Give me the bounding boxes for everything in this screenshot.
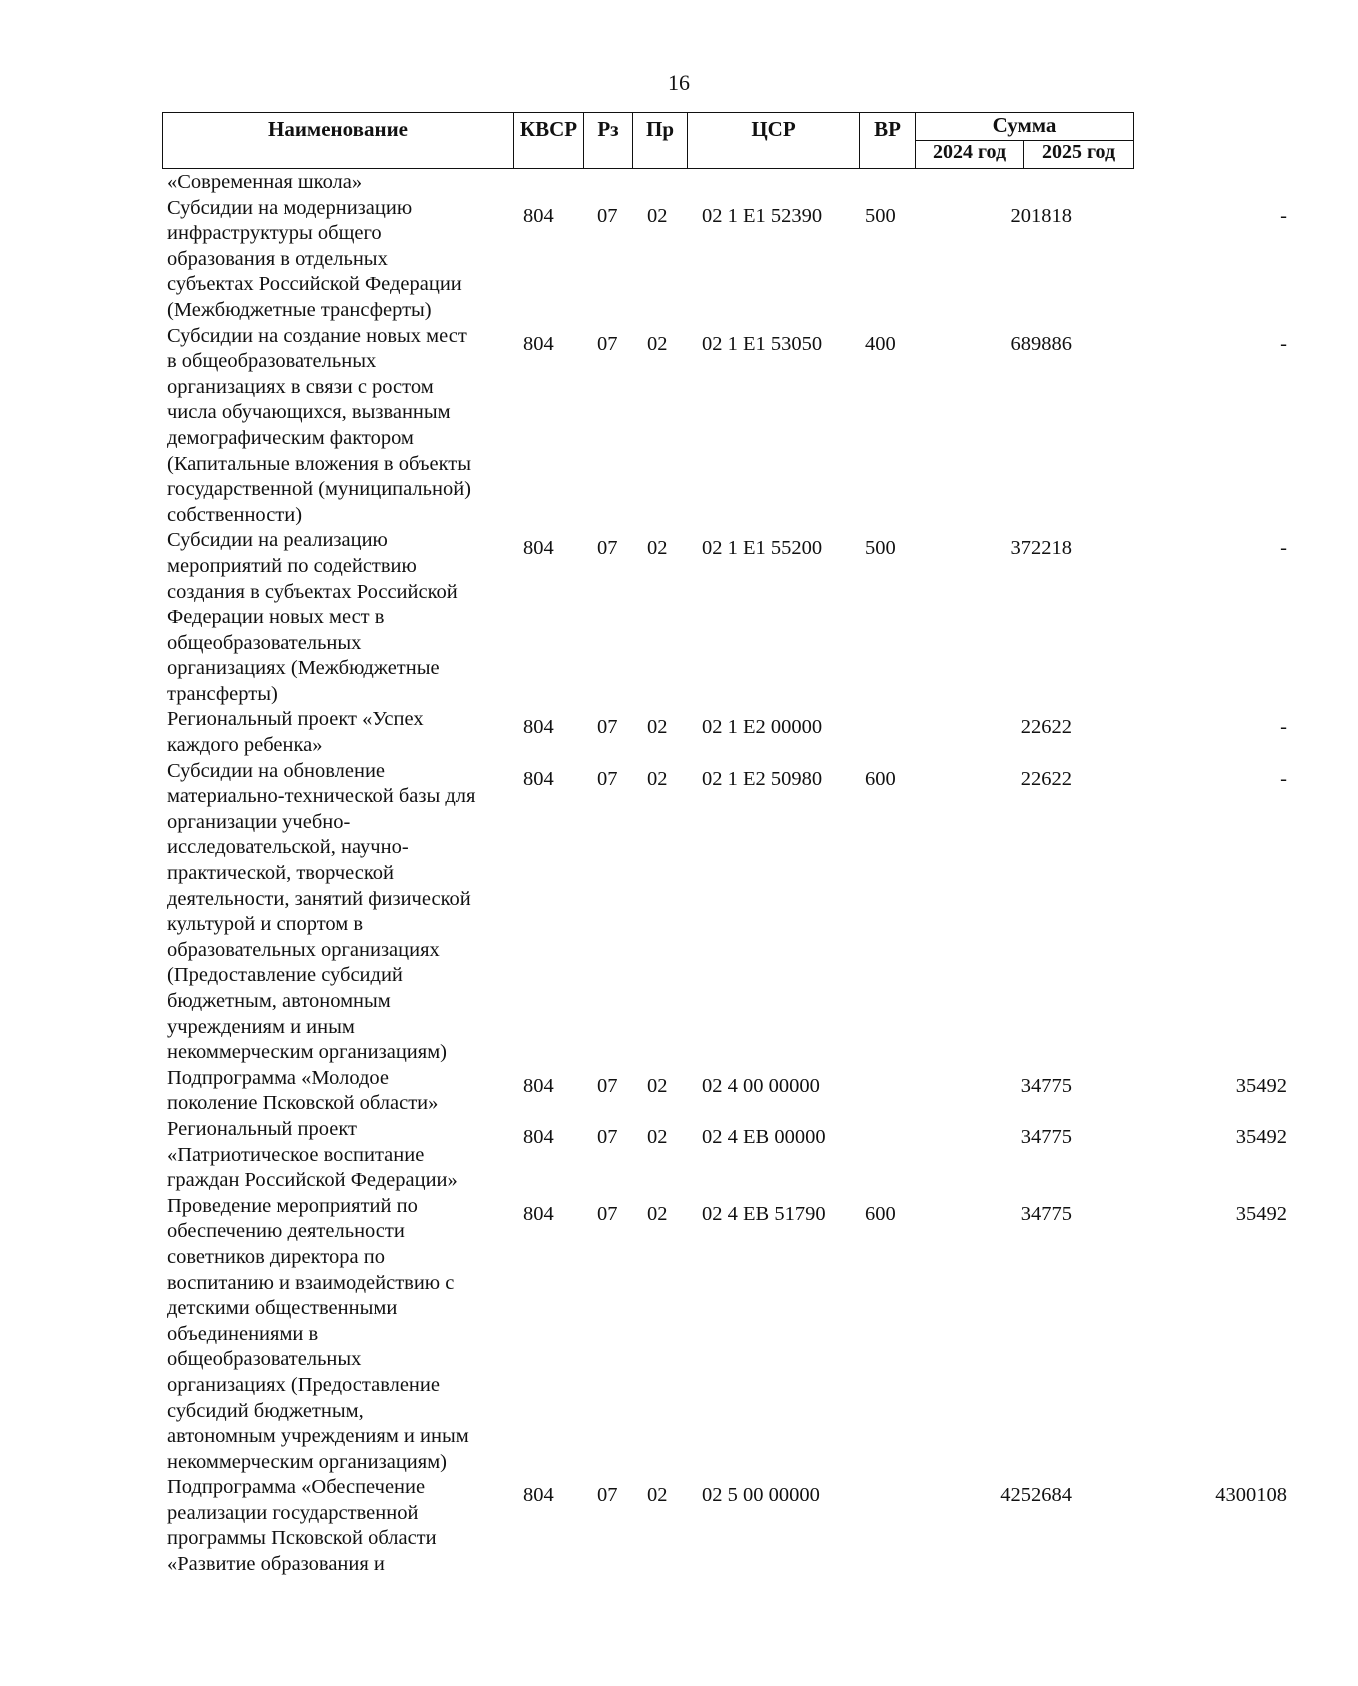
row-name: Субсидии на модернизацию инфраструктуры общего образования в отдельных субъектах Российской Федерации (Межбюджетные трансферты): [167, 196, 462, 321]
row-sum-2024: 34775: [1020, 1125, 1072, 1148]
row-name: Региональный проект «Успех каждого ребенка»: [167, 708, 424, 757]
row-kvsr: 804: [523, 204, 554, 227]
row-kvsr: 804: [523, 716, 554, 739]
row-kvsr: 804: [523, 767, 554, 790]
row-sum-2025: 4300108: [1215, 1484, 1287, 1507]
table-row: [162, 324, 1287, 529]
header-year-2024: 2024 год: [916, 141, 1024, 169]
row-kvsr: 804: [523, 332, 554, 355]
row-kvsr: 804: [523, 1484, 554, 1507]
row-rz: 07: [597, 1074, 618, 1097]
row-pr: 02: [647, 1202, 668, 1225]
row-vr: 500: [865, 204, 896, 227]
row-name: Субсидии на создание новых мест в общеобразовательных организациях в связи с ростом числа обучающихся, вызванным демографическим фактором (Капитальные вложения в объекты государственной (муниципальной) собственности): [167, 324, 472, 526]
row-pr: 02: [647, 332, 668, 355]
row-sum-2025: -: [1280, 537, 1287, 560]
header-sum: Сумма: [916, 113, 1134, 141]
row-sum-2025: -: [1280, 332, 1287, 355]
row-rz: 07: [597, 1125, 618, 1148]
table-row: [162, 707, 1287, 758]
table-body: [162, 170, 1287, 1578]
table-row: [162, 1475, 1287, 1577]
row-sum-2025: -: [1280, 767, 1287, 790]
header-csr: ЦСР: [688, 113, 860, 169]
table-row: [162, 759, 1287, 1066]
row-csr: 02 1 E1 52390: [702, 204, 823, 227]
page-number: 16: [668, 70, 690, 95]
row-rz: 07: [597, 204, 618, 227]
header-name: Наименование: [163, 113, 514, 169]
row-csr: 02 4 00 00000: [702, 1074, 820, 1097]
row-pr: 02: [647, 1074, 668, 1097]
row-kvsr: 804: [523, 1202, 554, 1225]
table-row: [162, 170, 1142, 196]
row-sum-2024: 372218: [1010, 537, 1072, 560]
row-sum-2025: -: [1280, 716, 1287, 739]
row-sum-2024: 689886: [1010, 332, 1072, 355]
row-vr: 600: [865, 1202, 896, 1225]
row-pr: 02: [647, 1484, 668, 1507]
row-sum-2024: 201818: [1010, 204, 1072, 227]
row-rz: 07: [597, 1202, 618, 1225]
row-csr: 02 4 EB 51790: [702, 1202, 826, 1225]
row-sum-2025: 35492: [1235, 1202, 1287, 1225]
row-kvsr: 804: [523, 537, 554, 560]
row-csr: 02 4 EB 00000: [702, 1125, 826, 1148]
row-pr: 02: [647, 204, 668, 227]
header-vr: ВР: [860, 113, 916, 169]
row-rz: 07: [597, 537, 618, 560]
row-sum-2024: 34775: [1020, 1074, 1072, 1097]
row-name: Региональный проект «Патриотическое воспитание граждан Российской Федерации»: [167, 1117, 458, 1192]
table-row: [162, 196, 1287, 324]
row-rz: 07: [597, 332, 618, 355]
row-kvsr: 804: [523, 1074, 554, 1097]
row-csr: 02 1 E1 53050: [702, 332, 823, 355]
row-csr: 02 5 00 00000: [702, 1484, 820, 1507]
row-name: Субсидии на реализацию мероприятий по содействию создания в субъектах Российской Федерации новых мест в общеобразовательных организациях (Межбюджетные трансферты): [167, 529, 458, 705]
row-name: Подпрограмма «Молодое поколение Псковской области»: [167, 1066, 439, 1115]
table-row: [162, 528, 1287, 707]
header-rz: Рз: [584, 113, 633, 169]
row-csr: 02 1 E1 55200: [702, 537, 823, 560]
row-sum-2025: -: [1280, 204, 1287, 227]
row-sum-2025: 35492: [1235, 1074, 1287, 1097]
table-row: [162, 1117, 1287, 1194]
row-kvsr: 804: [523, 1125, 554, 1148]
row-sum-2025: 35492: [1235, 1125, 1287, 1148]
row-vr: 500: [865, 537, 896, 560]
row-name: Проведение мероприятий по обеспечению деятельности советников директора по воспитанию и взаимодействию с детскими общественными объединениями в общеобразовательных организациях (Предоставление субсидий бюджетным, автономным учреждениям и иным некоммерческим организациям): [167, 1194, 469, 1473]
table-row: [162, 1194, 1287, 1476]
row-sum-2024: 4252684: [1000, 1484, 1072, 1507]
row-sum-2024: 34775: [1020, 1202, 1072, 1225]
row-vr: 400: [865, 332, 896, 355]
row-pr: 02: [647, 716, 668, 739]
row-vr: 600: [865, 767, 896, 790]
table-row: [162, 1066, 1287, 1117]
row-name: Субсидии на обновление материально-технической базы для организации учебно- исследовательской, научно- практической, творческой деятельности, занятий физической культурой и спортом в образовательных организациях (Предоставление субсидий бюджетным, автономным учреждениям и иным некоммерческим организациям): [167, 759, 476, 1064]
row-sum-2024: 22622: [1020, 767, 1072, 790]
row-rz: 07: [597, 1484, 618, 1507]
row-pr: 02: [647, 1125, 668, 1148]
row-sum-2024: 22622: [1020, 716, 1072, 739]
row-name: Подпрограмма «Обеспечение реализации государственной программы Псковской области «Развитие образования и: [167, 1476, 437, 1576]
row-pr: 02: [647, 537, 668, 560]
row-rz: 07: [597, 716, 618, 739]
row-csr: 02 1 E2 00000: [702, 716, 823, 739]
row-name: «Современная школа»: [167, 171, 363, 193]
row-rz: 07: [597, 767, 618, 790]
table-header: [162, 112, 1134, 169]
row-csr: 02 1 E2 50980: [702, 767, 823, 790]
header-year-2025: 2025 год: [1024, 141, 1134, 169]
header-kvsr: КВСР: [514, 113, 584, 169]
row-pr: 02: [647, 767, 668, 790]
header-pr: Пр: [633, 113, 688, 169]
